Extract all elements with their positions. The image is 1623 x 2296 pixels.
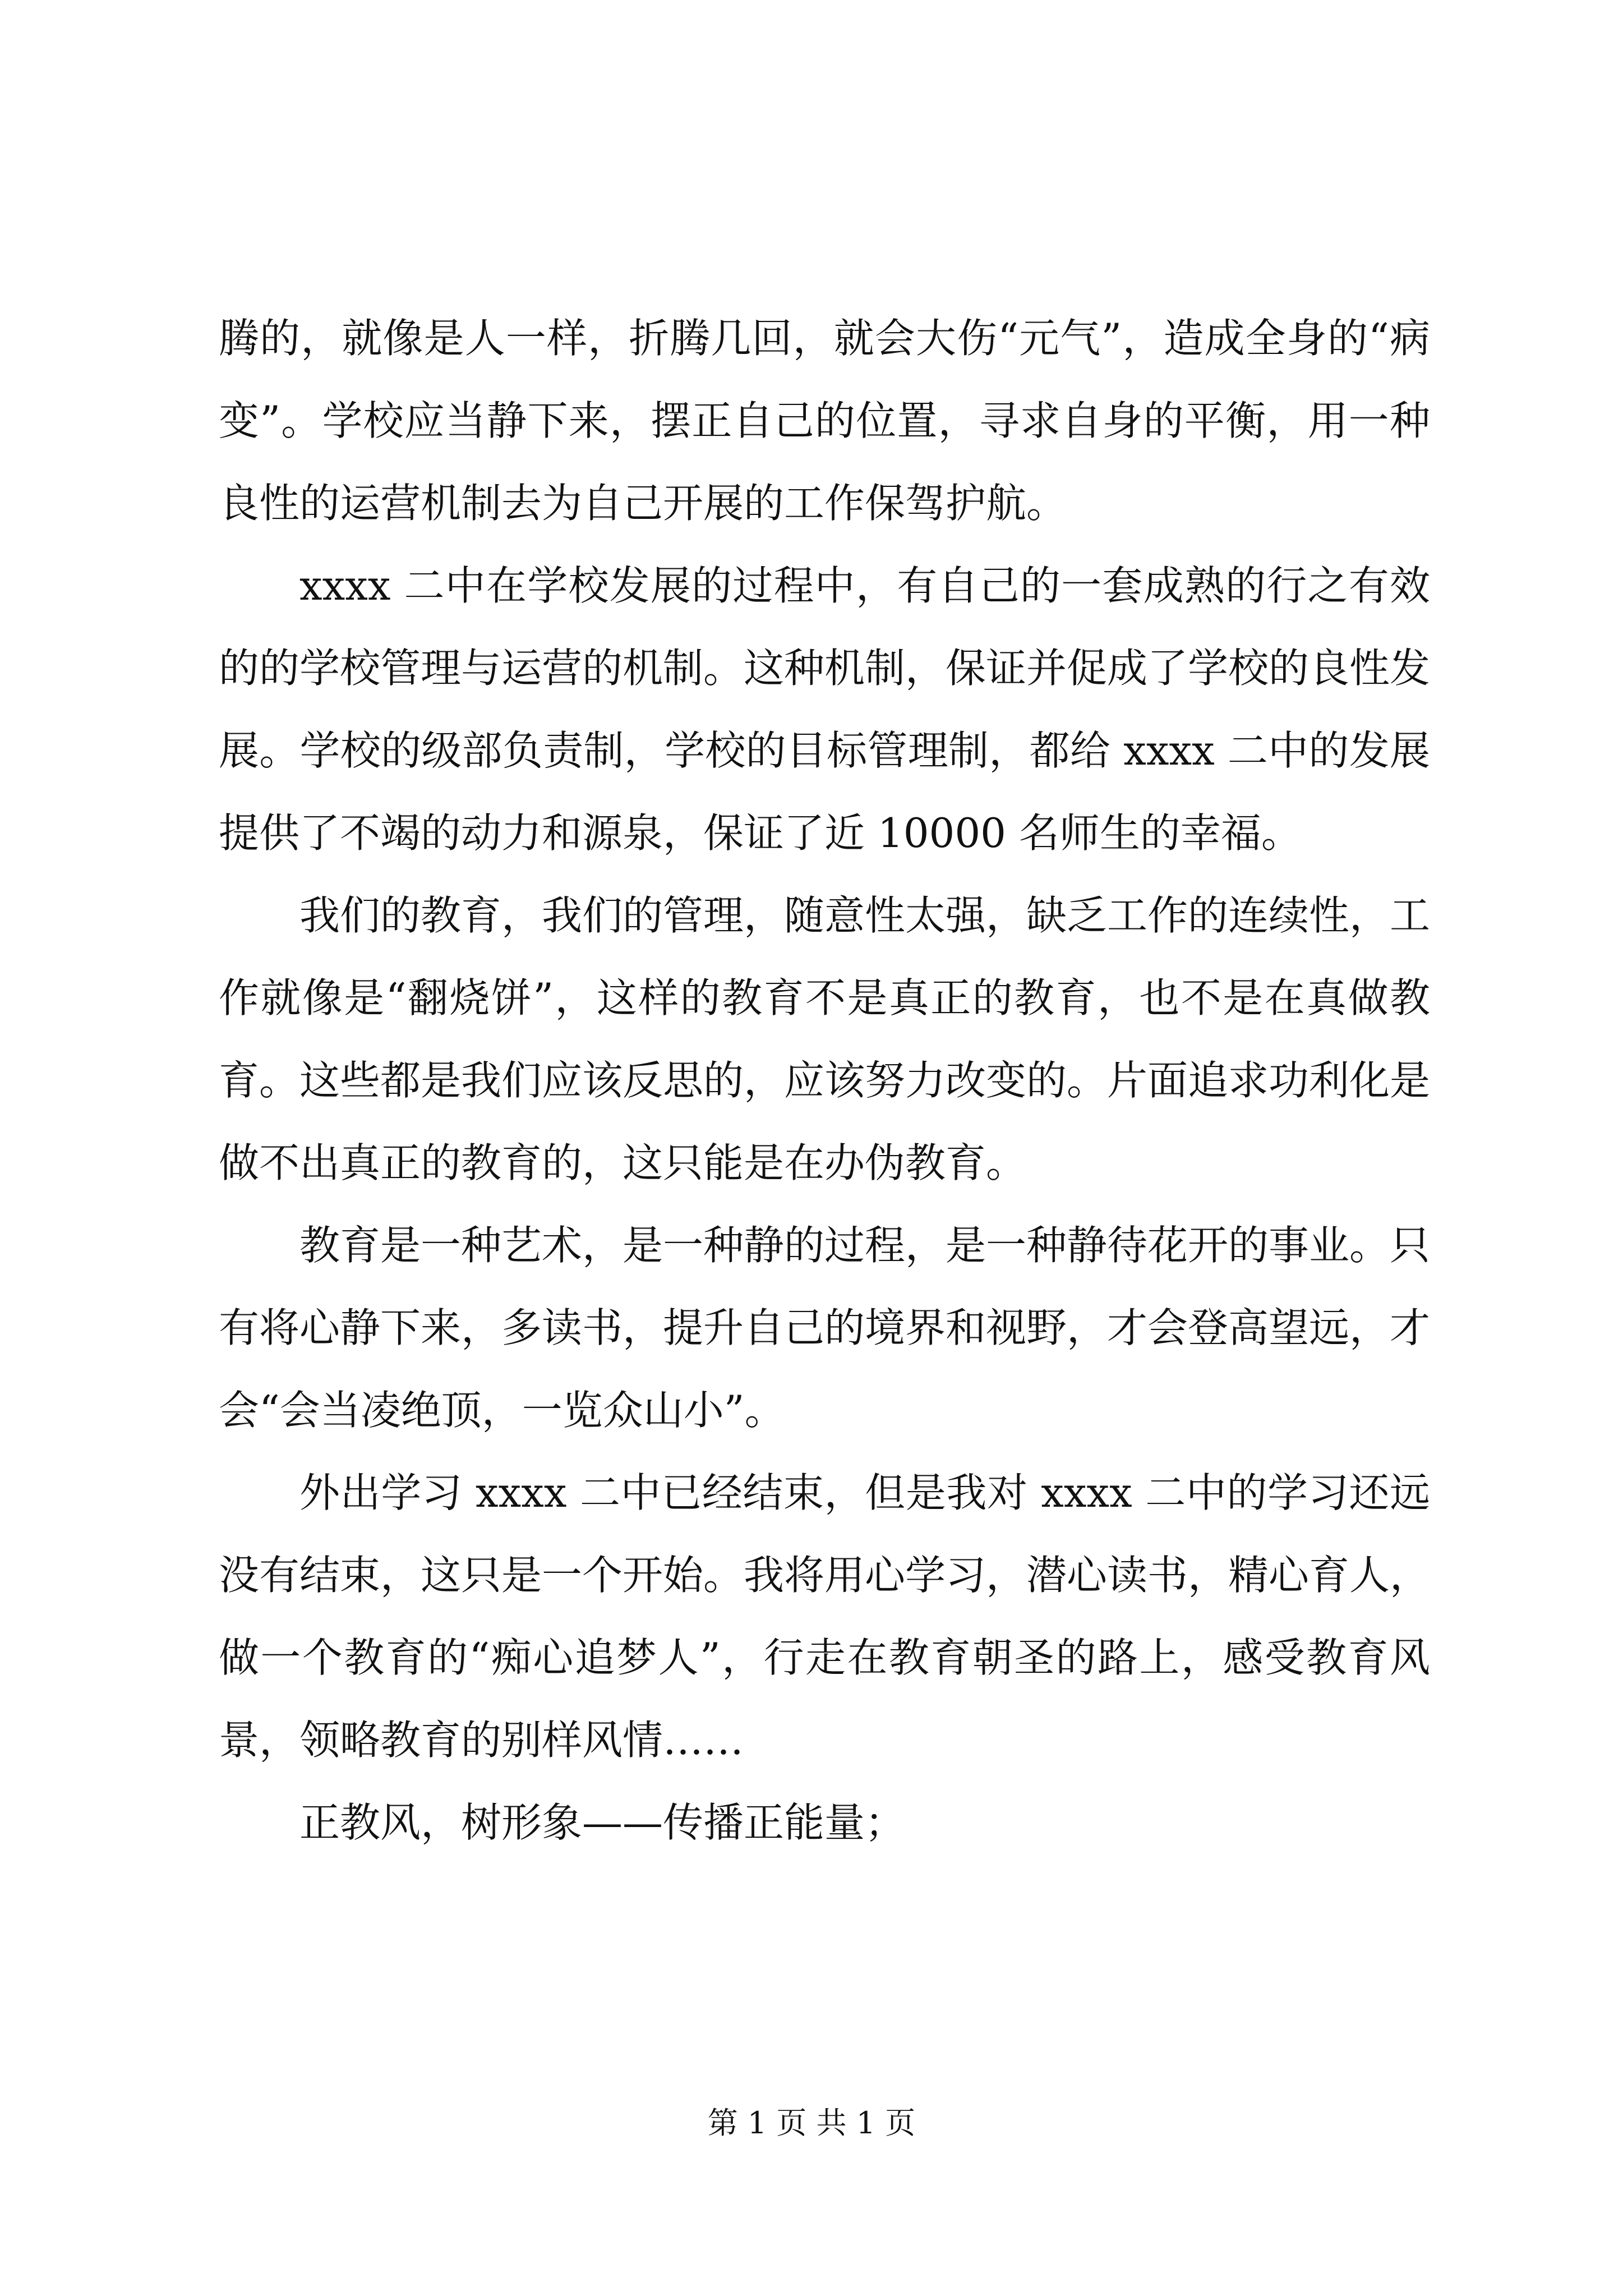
document-body — [219, 297, 1430, 1864]
paragraph-6: 正教风，树形象——传播正能量； — [299, 1799, 906, 1846]
page-footer: 第 1 页 共 1 页 — [707, 2105, 916, 2141]
paragraph-4: 教育是一种艺术，是一种静的过程，是一种静待花开的事业。只有将心静下来，多读书，提升自己的境界和视野，才会登高望远，才会“会当凌绝顶，一览众山小”。 — [219, 1222, 1431, 1434]
paragraph-2: xxxx 二中在学校发展的过程中，有自己的一套成熟的行之有效的的学校管理与运营的机制。这种机制，保证并促成了学校的良性发展。学校的级部负责制，学校的目标管理制，都给 xxxx 二中的发展提供了不竭的动力和源泉，保证了近 10000 名师生的幸福。 — [219, 562, 1431, 857]
paragraph-5: 外出学习 xxxx 二中已经结束，但是我对 xxxx 二中的学习还远没有结束，这只是一个开始。我将用心学习，潜心读书，精心育人，做一个教育的“痴心追梦人”，行走在教育朝圣的路上，感受教育风景，领略教育的别样风情…… — [219, 1469, 1431, 1764]
paragraph-3: 我们的教育，我们的管理，随意性太强，缺乏工作的连续性，工作就像是“翻烧饼”，这样的教育不是真正的教育，也不是在真做教育。这些都是我们应该反思的，应该努力改变的。片面追求功利化是做不出真正的教育的，这只能是在办伪教育。 — [219, 892, 1431, 1186]
paragraph-1: 腾的，就像是人一样，折腾几回，就会大伤“元气”，造成全身的“病变”。学校应当静下来，摆正自己的位置，寻求自身的平衡，用一种良性的运营机制去为自己开展的工作保驾护航。 — [219, 315, 1430, 527]
